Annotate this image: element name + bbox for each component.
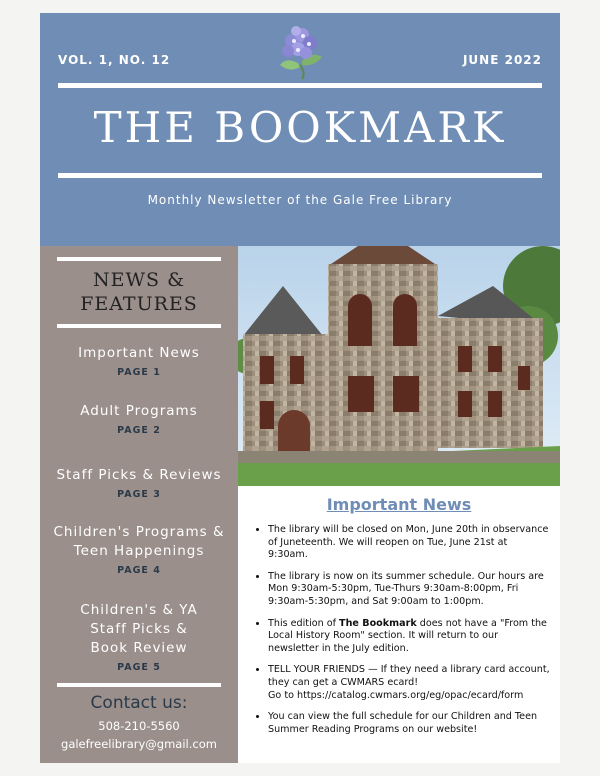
important-news-article — [238, 486, 560, 763]
ecard-link[interactable]: Go to https://catalog.cwmars.org/eg/opac/ecard/form — [268, 689, 524, 701]
toc-page: PAGE 5 — [117, 662, 161, 673]
news-bullet-list — [256, 524, 550, 745]
toc-page: PAGE 2 — [117, 425, 161, 436]
toc-item-important-news[interactable] — [40, 344, 238, 378]
news-item-summer-hours: • The library is now on its summer schedule. Our hours are Mon 9:30am-5:30pm, Tue-Thurs 9:30am-8:00pm, Fri 9:30am-5:30pm, and Sat 9:00am to 1:00pm. — [268, 571, 550, 609]
news-features-sidebar — [40, 246, 238, 763]
sidebar-heading-line1: NEWS & — [93, 269, 185, 291]
news-text: does not have a "From the Local History Room" section. It will return to our newsletter in the July edition. — [268, 617, 547, 654]
sidebar-divider — [57, 324, 221, 328]
sidebar-divider — [57, 683, 221, 687]
toc-page: PAGE 3 — [117, 489, 161, 500]
toc-label-line1: Children's Programs & — [53, 524, 225, 540]
toc-label: Adult Programs — [80, 403, 198, 419]
toc-page: PAGE 1 — [117, 367, 161, 378]
toc-label-line1: Children's & YA — [80, 602, 198, 618]
sidebar-divider — [57, 257, 221, 261]
toc-label-line3: Book Review — [90, 640, 188, 656]
toc-item-childrens-programs[interactable] — [40, 523, 238, 576]
toc-label-line2: Teen Happenings — [73, 543, 205, 559]
sidebar-heading-line2: FEATURES — [80, 293, 198, 315]
issue-date: JUNE 2022 — [462, 53, 542, 67]
news-item-reading-programs: • You can view the full schedule for our Children and Teen Summer Reading Programs on our website! — [268, 711, 550, 736]
header-divider-bottom — [58, 173, 542, 178]
contact-heading: Contact us: — [90, 693, 188, 713]
article-title: Important News — [326, 495, 472, 514]
toc-page: PAGE 4 — [117, 565, 161, 576]
news-item-history-room — [268, 618, 550, 656]
header-divider-top — [58, 83, 542, 88]
news-text: • TELL YOUR FRIENDS — If they need a library card account, they can get a CWMARS ecard! — [268, 664, 550, 688]
news-text: This edition of — [268, 617, 340, 629]
newsletter-header — [40, 13, 560, 246]
newsletter-title: THE BOOKMARK — [93, 103, 507, 152]
newsletter-subtitle: Monthly Newsletter of the Gale Free Library — [147, 193, 453, 207]
contact-email[interactable]: galefreelibrary@gmail.com — [61, 737, 217, 751]
toc-item-staff-picks[interactable] — [40, 466, 238, 500]
volume-number: VOL. 1, NO. 12 — [58, 53, 171, 67]
sidebar-heading — [40, 268, 238, 316]
news-item-closure: • The library will be closed on Mon, June 20th in observance of Juneteenth. We will reopen on Tue, June 21st at 9:30am. — [268, 524, 550, 562]
toc-item-ya-staff-picks[interactable] — [40, 601, 238, 673]
newsletter-name: The Bookmark — [339, 617, 417, 629]
toc-item-adult-programs[interactable] — [40, 402, 238, 436]
hydrangea-flower-icon — [272, 21, 328, 81]
toc-label-line2: Staff Picks & — [90, 621, 188, 637]
contact-phone[interactable]: 508-210-5560 — [98, 719, 180, 733]
toc-label: Staff Picks & Reviews — [56, 467, 222, 483]
library-building-photo — [238, 246, 560, 486]
news-item-ecard — [268, 664, 550, 702]
toc-label: Important News — [78, 345, 200, 361]
